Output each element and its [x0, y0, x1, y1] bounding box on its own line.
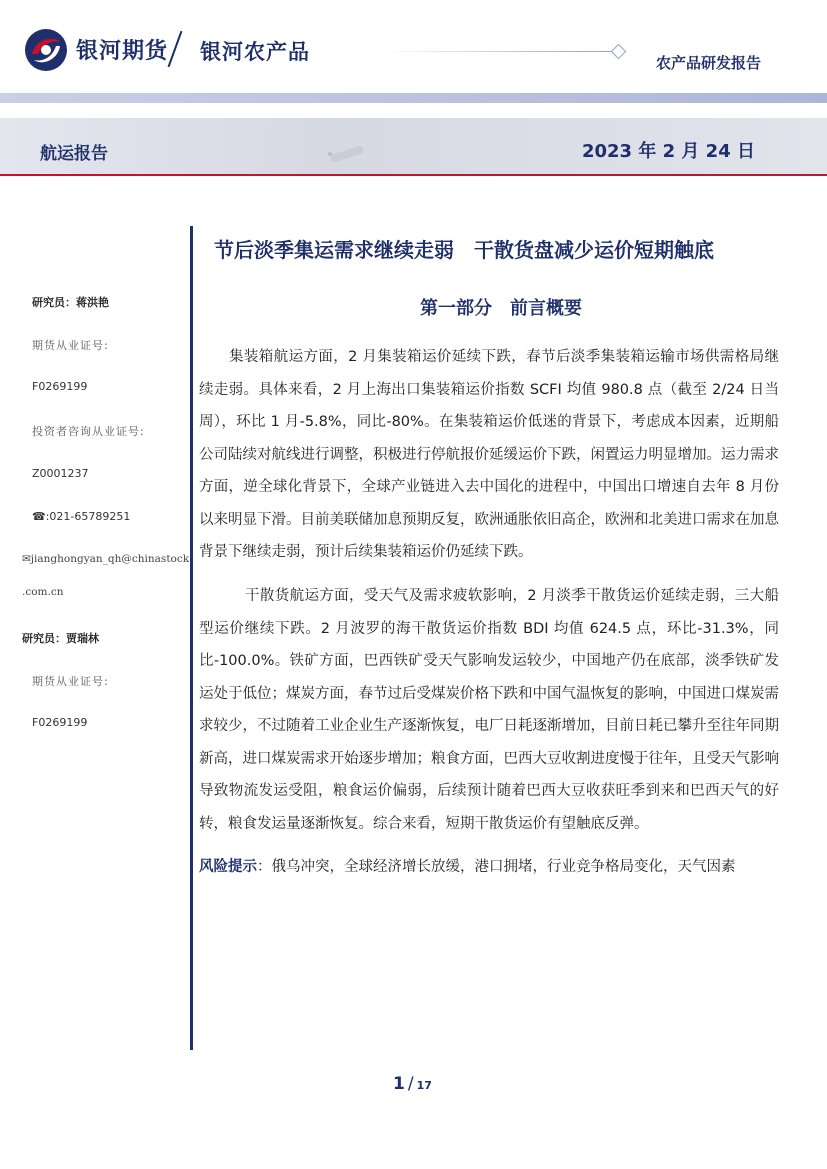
sub-brand-name: 银河农产品 [200, 40, 310, 64]
license-label-1: 期货从业证号: [32, 339, 109, 352]
page-number [393, 1074, 432, 1094]
risk-label: 风险提示 [199, 859, 257, 875]
risk-notice [199, 852, 799, 882]
email-line-2[interactable]: .com.cn [22, 586, 64, 598]
researcher-1: 研究员：蒋洪艳 [32, 296, 109, 309]
section-divider [0, 174, 827, 176]
license-label-2: 期货从业证号: [32, 675, 109, 688]
risk-text: ：俄乌冲突，全球经济增长放缓，港口拥堵，行业竞争格局变化，天气因素 [257, 859, 736, 875]
consult-number: Z0001237 [32, 467, 89, 480]
license-number-2: F0269199 [32, 716, 88, 729]
brand-divider [168, 31, 183, 67]
report-type: 农产品研发报告 [655, 54, 761, 72]
paragraph-dry-bulk: 干散货航运方面，受天气及需求疲软影响，2 月淡季干散货运价延续走弱，三大船型运价继续下跌。2 月波罗的海干散货运价指数 BDI 均值 624.5 点，环比-31.3%，同比-100.0%。铁矿方面，巴西铁矿受天气影响发运较少，中国地产仍在底部，淡季铁矿发运处于低位；煤炭方面，春节过后受煤炭价格下跌和中国气温恢复的影响，中国进口煤炭需求较少，不过随着工业企业生产逐渐恢复，电厂日耗逐渐增加，目前日耗已攀升至往年同期新高，进口煤炭需求开始逐步增加；粮食方面，巴西大豆收割进度慢于往年，且受天气影响导致物流发运受阻，粮食运价偏弱，后续预计随着巴西大豆收获旺季到来和巴西天气的好转，粮食发运量逐渐恢复。综合来看，短期干散货运价有望触底反弹。 [199, 588, 779, 832]
header-band [0, 93, 827, 103]
part-title: 第一部分 前言概要 [420, 298, 582, 319]
header-decoration-line [380, 51, 616, 52]
page-separator: / [407, 1074, 414, 1094]
report-date: 2023 年 2 月 24 日 [581, 141, 755, 162]
paragraph-container-shipping: 集装箱航运方面，2 月集装箱运价延续下跌，春节后淡季集装箱运输市场供需格局继续走弱。具体来看，2 月上海出口集装箱运价指数 SCFI 均值 980.8 点（截至 2/24 日当周），环比 1 月-5.8%，同比-80%。在集装箱运价低迷的背景下，考虑成本因素，近期船公司陆续对航线进行调整，积极进行停航报价延缓运价下跌，闲置运力明显增加。运力需求方面，逆全球化背景下，全球产业链进入去中国化的进程中，中国出口增速自去年 8 月份以来明显下滑。目前美联储加息预期反复，欧洲通胀依旧高企，欧洲和北美进口需求在加息背景下继续走弱，预计后续集装箱运价仍延续下跌。 [199, 349, 779, 560]
license-number-1: F0269199 [32, 380, 88, 393]
galaxy-futures-logo-icon [24, 28, 68, 72]
stylus-decoration-icon [300, 128, 380, 168]
content-divider [190, 226, 193, 1050]
researcher-2: 研究员：贾瑞林 [22, 632, 99, 645]
current-page: 1 [393, 1074, 405, 1094]
consult-label: 投资者咨询从业证号: [32, 425, 145, 438]
diamond-icon [611, 44, 627, 60]
brand-name: 银河期货 [76, 39, 169, 64]
phone: ☎:021-65789251 [32, 510, 131, 523]
section-label: 航运报告 [40, 144, 108, 164]
total-pages: 17 [416, 1079, 432, 1092]
page-header [0, 0, 827, 100]
email-line-1[interactable]: ✉jianghongyan_qh@chinastock [22, 553, 190, 565]
report-title: 节后淡季集运需求继续走弱 干散货盘减少运价短期触底 [214, 238, 714, 262]
